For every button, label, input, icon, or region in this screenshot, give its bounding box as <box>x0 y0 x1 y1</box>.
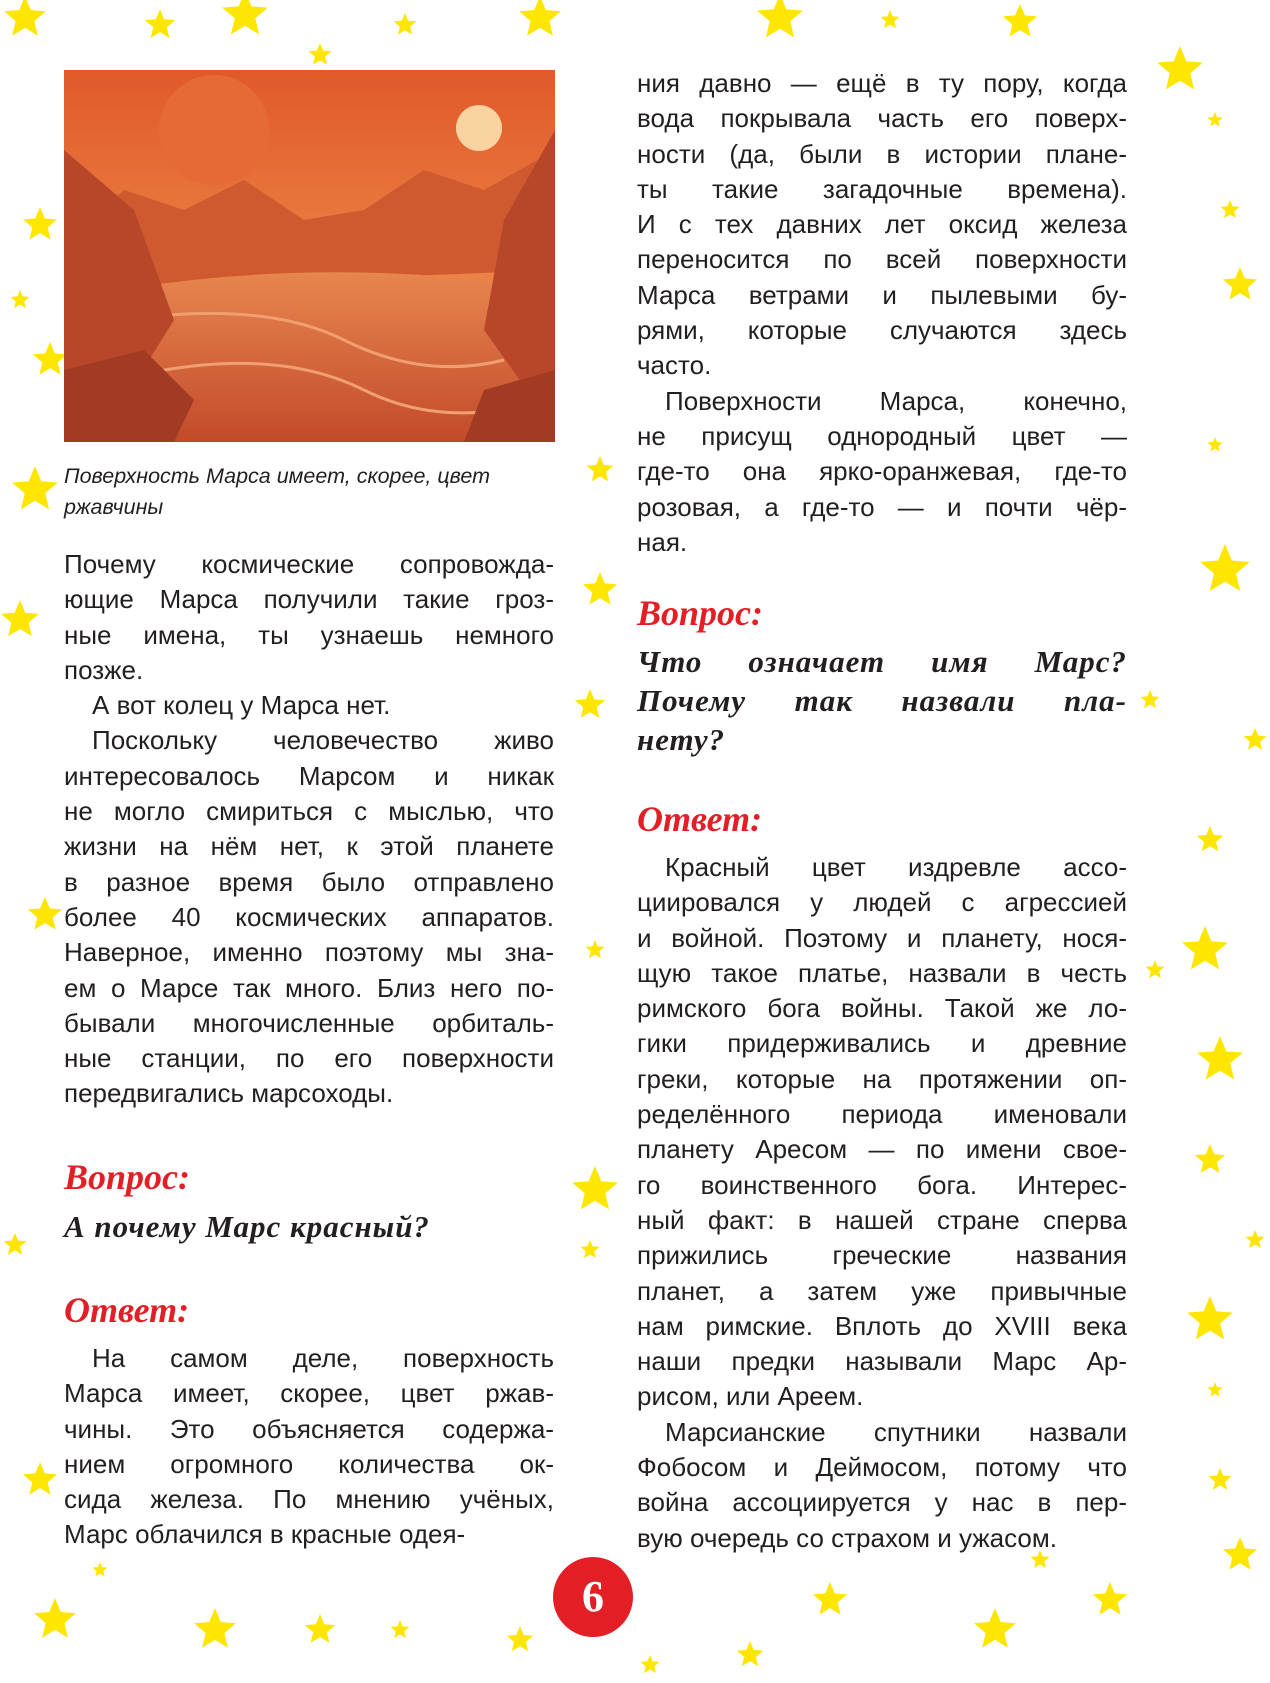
star-icon <box>145 9 175 38</box>
star-icon <box>309 43 332 65</box>
text-line: циировался у людей с агрессией <box>637 887 1127 918</box>
text-line: где-то она ярко-оранжевая, где-то <box>637 456 1127 487</box>
star-icon <box>757 0 803 37</box>
text-line: ределённого периода именовали <box>637 1099 1127 1130</box>
star-icon <box>1182 926 1228 969</box>
left-answer-text <box>64 1341 554 1553</box>
mars-surface-illustration <box>64 70 555 442</box>
text-line: наши предки называли Марс Ар- <box>637 1346 1127 1377</box>
left-column-text <box>64 547 554 1112</box>
text-line: не присущ однородный цвет — <box>637 420 1127 451</box>
text-line: вода покрывала часть его поверх- <box>637 103 1127 134</box>
text-line: нием огромного количества ок- <box>64 1448 554 1479</box>
text-line: го воинственного бога. Интерес- <box>637 1169 1127 1200</box>
star-icon <box>12 466 58 509</box>
text-line: прижились греческие названия <box>637 1240 1127 1271</box>
text-line: планету Аресом — по имени свое- <box>637 1134 1127 1165</box>
text-line: позже. <box>64 654 144 685</box>
text-line: щую такое платье, назвали в честь <box>637 957 1127 988</box>
text-line: ности (да, были в истории плане- <box>637 138 1127 169</box>
text-line: передвигались марсоходы. <box>64 1078 394 1109</box>
star-icon <box>394 13 417 35</box>
star-icon <box>23 1462 57 1495</box>
text-line: Красный цвет издревле ассо- <box>665 852 1127 882</box>
text-line: И с тех давних лет оксид железа <box>637 209 1127 240</box>
star-icon <box>194 1608 236 1648</box>
text-line: Наверное, именно поэтому мы зна- <box>64 937 554 968</box>
page-number: 6 <box>553 1557 633 1637</box>
star-icon <box>974 1608 1016 1648</box>
text-line: ный факт: в нашей стране сперва <box>637 1204 1127 1235</box>
text-line: и войной. Поэтому и планету, нося- <box>637 922 1127 953</box>
text-line: часто. <box>637 350 712 381</box>
text-line: розовая, а где-то — и почти чёр- <box>637 491 1127 522</box>
text-line: ты такие загадочные времена). <box>637 173 1127 204</box>
text-line: война ассоциируется у нас в пер- <box>637 1487 1127 1518</box>
text-line: Марсианские спутники назвали <box>665 1416 1127 1447</box>
text-line: А вот колец у Марса нет. <box>92 690 391 721</box>
star-icon <box>813 1582 847 1615</box>
star-icon <box>1207 1382 1222 1397</box>
caption-line: Поверхность Марса имеет, скорее, цвет <box>64 464 491 488</box>
text-line: переносится по всей поверхности <box>637 244 1127 275</box>
star-icon <box>1209 1468 1232 1490</box>
star-icon <box>33 342 67 375</box>
text-line: интересовалось Марсом и никак <box>64 760 554 791</box>
text-line: рями, которые случаются здесь <box>637 315 1127 346</box>
question-text: А почему Марс красный? <box>64 1209 430 1244</box>
star-icon <box>1093 1582 1127 1615</box>
star-icon <box>1200 544 1249 591</box>
text-line: На самом деле, поверхность <box>92 1343 554 1373</box>
star-icon <box>4 1233 27 1255</box>
text-line: чины. Это объясняется содержа- <box>64 1413 554 1444</box>
text-line: ные станции, по его поверхности <box>64 1043 554 1074</box>
text-line: гики придерживались и древние <box>637 1028 1127 1059</box>
star-icon <box>305 1614 335 1643</box>
star-icon <box>586 940 605 958</box>
text-line: Поскольку человечество живо <box>92 725 554 756</box>
figure-caption <box>64 461 554 523</box>
star-icon <box>581 1240 600 1258</box>
text-line: Фобосом и Деймосом, потому что <box>637 1452 1127 1483</box>
right-answer-text <box>637 850 1127 1556</box>
right-column-text <box>637 66 1127 560</box>
text-line: вую очередь со страхом и ужасом. <box>637 1522 1057 1553</box>
star-icon <box>1221 200 1240 218</box>
question-heading: Вопрос: <box>637 593 763 633</box>
text-line: ющие Марса получили такие гроз- <box>64 584 554 615</box>
star-icon <box>881 10 900 28</box>
text-line: более 40 космических аппаратов. <box>64 901 554 932</box>
star-icon <box>1195 1144 1225 1173</box>
star-icon <box>575 689 605 718</box>
left-question-block <box>64 1157 554 1330</box>
star-icon <box>1207 112 1222 127</box>
text-line: сида железа. По мнению учёных, <box>64 1484 554 1515</box>
text-line: жизни на нём нет, к этой планете <box>64 831 554 862</box>
text-line: нам римские. Вплоть до XVIII века <box>637 1310 1127 1341</box>
star-icon <box>1197 1036 1243 1079</box>
text-line: Марса имеет, скорее, цвет ржав- <box>64 1378 554 1409</box>
star-icon <box>737 1641 764 1666</box>
star-icon <box>1003 4 1037 37</box>
text-line: планет, а затем уже привычные <box>637 1275 1127 1306</box>
caption-line: ржавчины <box>64 495 164 519</box>
text-line: бывали многочисленные орбиталь- <box>64 1007 554 1038</box>
star-icon <box>11 290 30 308</box>
question-text-line: нету? <box>637 722 726 757</box>
text-line: в разное время было отправлено <box>64 866 554 897</box>
star-icon <box>1197 826 1224 851</box>
star-icon <box>1244 728 1267 750</box>
star-icon <box>1223 1537 1257 1570</box>
star-icon <box>222 0 268 34</box>
question-text-line: Что означает имя Марс? <box>637 644 1127 679</box>
question-heading: Вопрос: <box>64 1157 190 1197</box>
star-icon <box>23 207 57 240</box>
star-icon <box>1246 1230 1265 1248</box>
star-icon <box>34 1598 76 1638</box>
star-icon <box>1157 46 1203 89</box>
star-icon <box>1223 267 1257 300</box>
star-icon <box>4 0 46 36</box>
text-line: Марса ветрами и пылевыми бу- <box>637 279 1127 310</box>
text-line: римского бога войны. Такой же ло- <box>637 993 1127 1024</box>
star-icon <box>641 1655 660 1673</box>
text-line: греки, которые на протяжении оп- <box>637 1063 1127 1094</box>
text-line: ния давно — ещё в ту пору, когда <box>637 68 1127 98</box>
text-line: ные имена, ты узнаешь немного <box>64 619 554 650</box>
star-icon <box>587 456 614 481</box>
star-icon <box>1141 690 1160 708</box>
star-icon <box>1146 960 1165 978</box>
star-icon <box>507 1626 534 1651</box>
text-line: ем о Марсе так много. Близ него по- <box>64 972 554 1003</box>
star-icon <box>1187 1296 1233 1339</box>
star-icon <box>92 1562 107 1577</box>
text-line: Марс облачился в красные одея- <box>64 1519 466 1550</box>
right-question-block <box>637 593 1127 839</box>
star-icon <box>572 1166 618 1209</box>
answer-heading: Ответ: <box>637 799 763 839</box>
star-icon <box>391 1620 410 1638</box>
text-line: рисом, или Ареем. <box>637 1381 864 1412</box>
star-icon <box>1207 437 1222 452</box>
text-line: Поверхности Марса, конечно, <box>665 385 1127 416</box>
star-icon <box>519 0 561 36</box>
answer-heading: Ответ: <box>64 1290 190 1330</box>
question-text-line: Почему так назвали пла- <box>637 683 1127 718</box>
star-icon <box>583 572 617 605</box>
text-line: не могло смириться с мыслью, что <box>64 796 554 827</box>
text-line: Почему космические сопровожда- <box>64 549 554 579</box>
text-line: ная. <box>637 526 688 557</box>
star-icon <box>1 600 39 636</box>
star-icon <box>28 897 62 930</box>
